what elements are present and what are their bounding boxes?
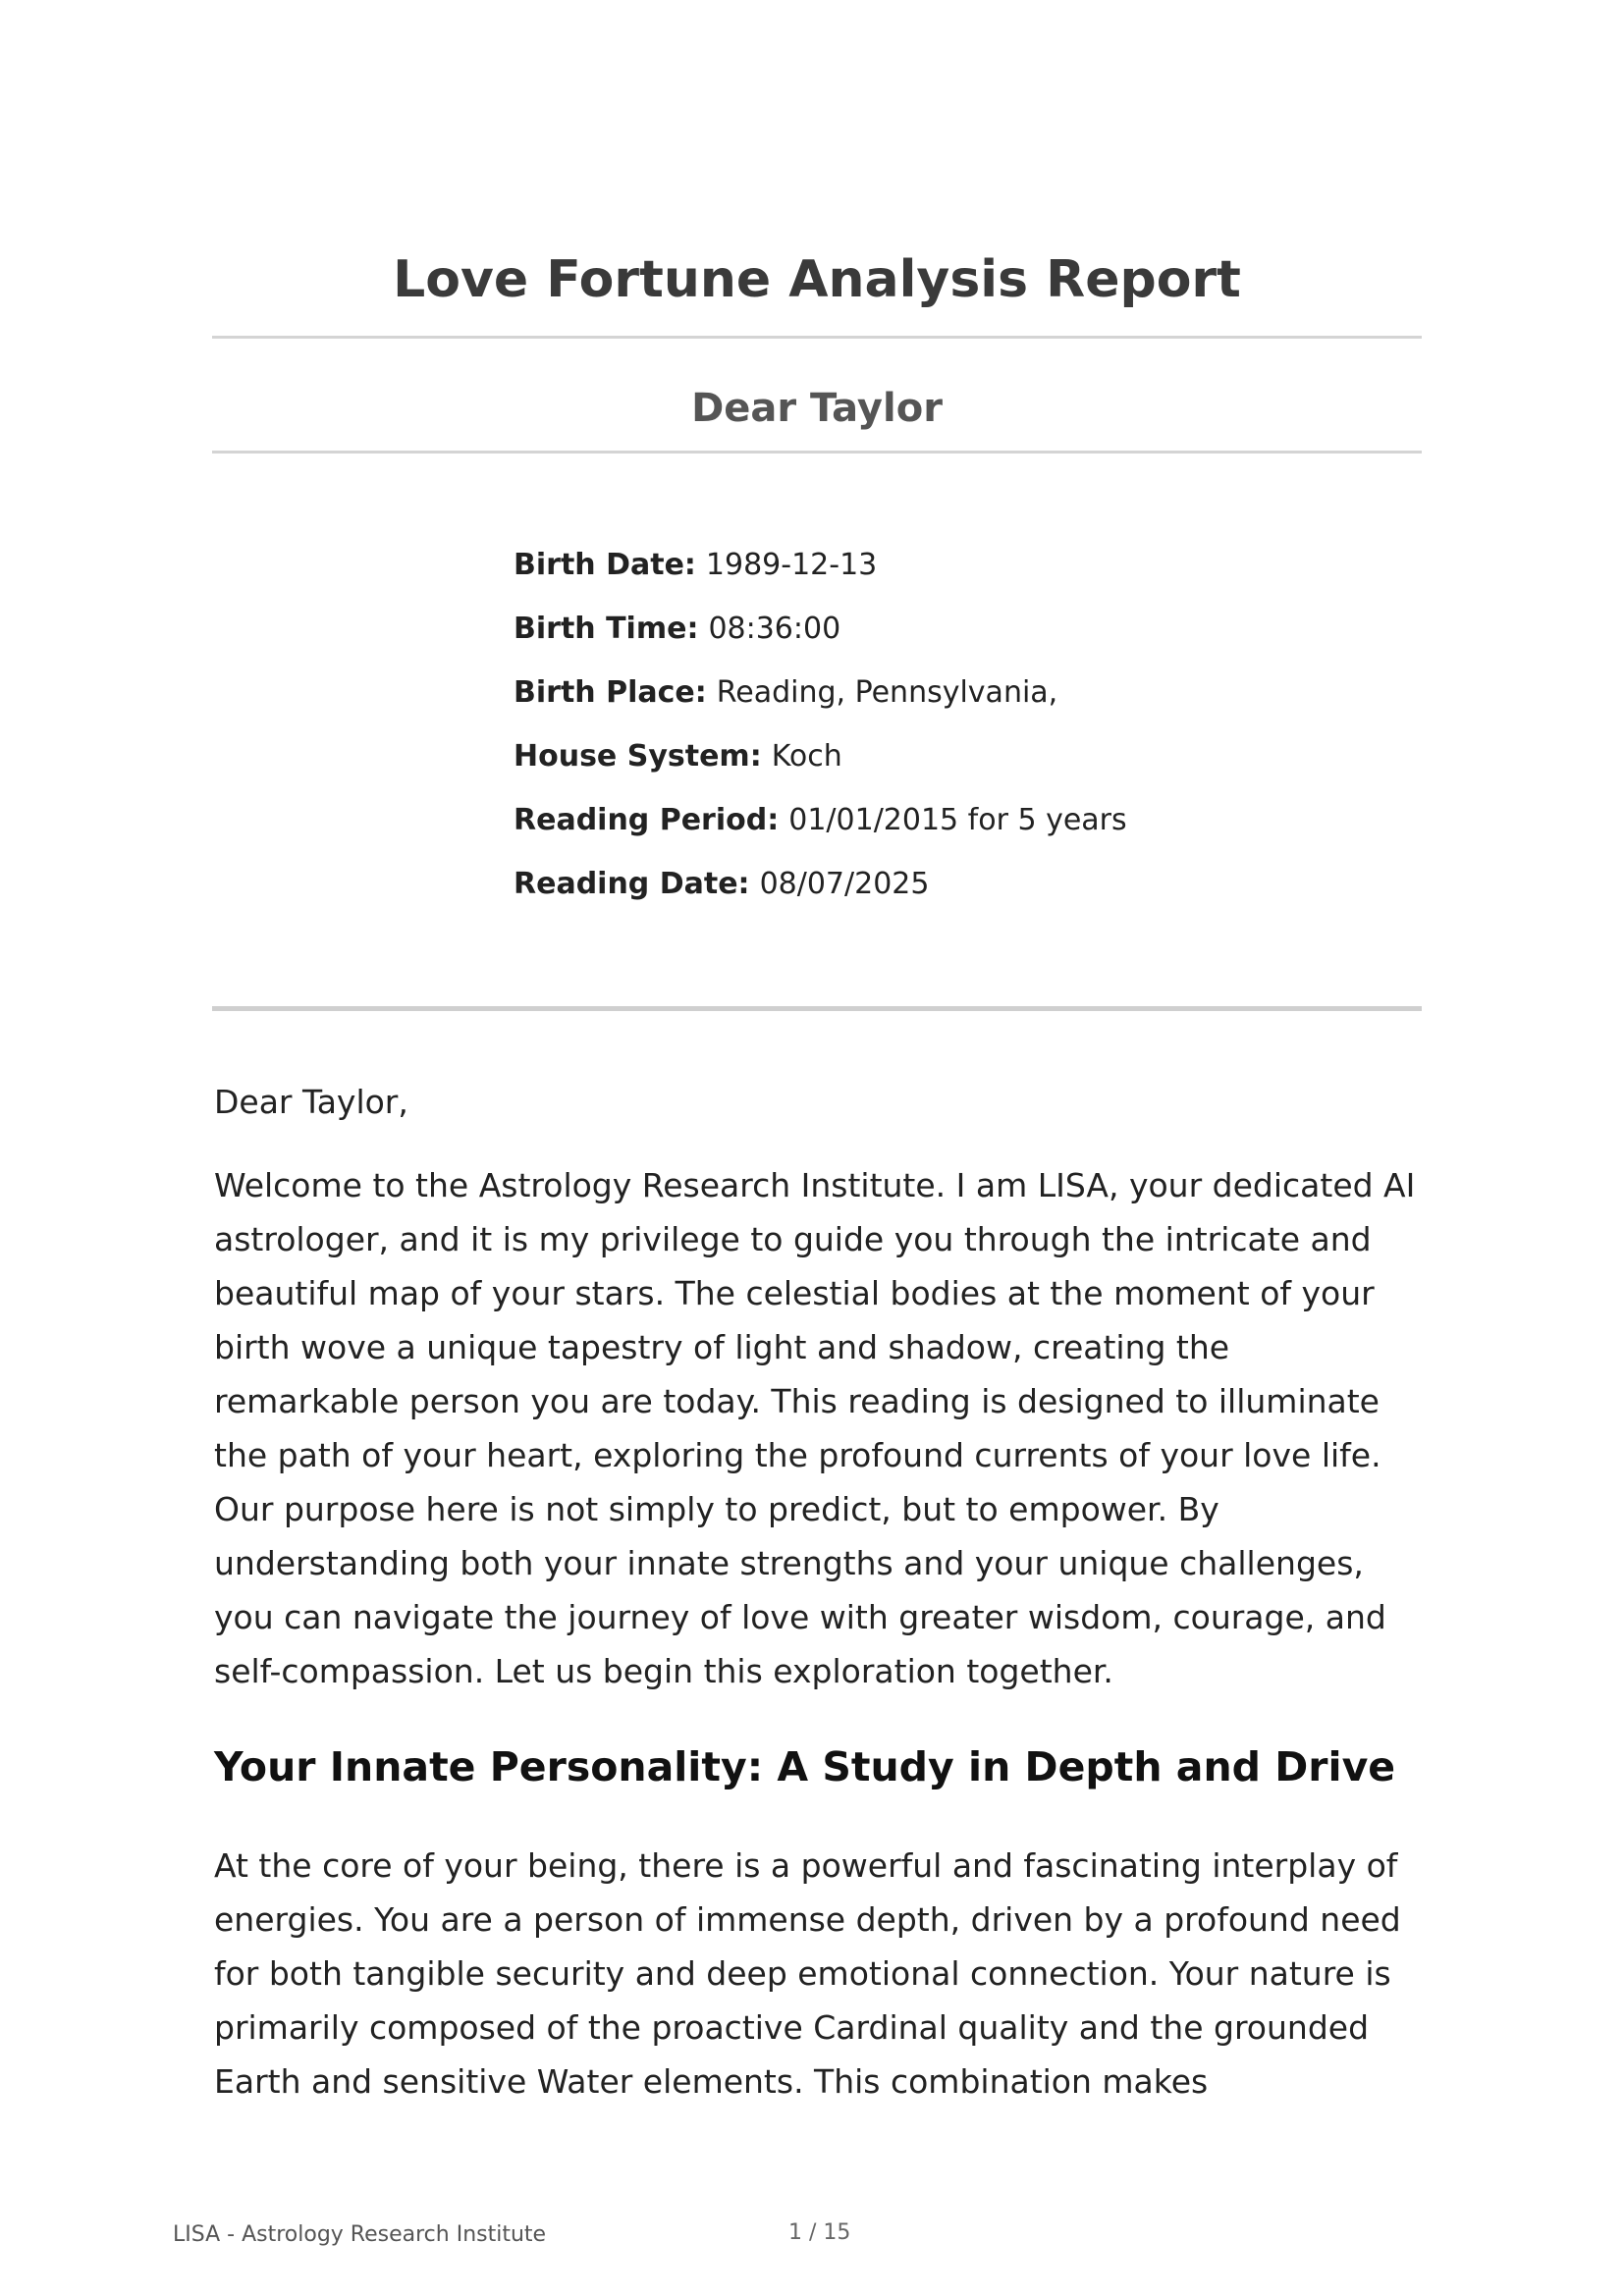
info-row-birth-time: [514, 606, 1127, 669]
report-subtitle: Dear Taylor: [691, 386, 943, 431]
info-value: 1989-12-13: [705, 548, 878, 582]
letter-greeting: Dear Taylor,: [214, 1083, 408, 1121]
info-row-house-system: [514, 733, 1127, 797]
info-label: Birth Time:: [514, 612, 699, 646]
subtitle-divider: [212, 451, 1422, 454]
info-label: Reading Date:: [514, 867, 750, 901]
section-divider: [212, 1006, 1422, 1011]
info-label: Birth Date:: [514, 548, 696, 582]
info-label: House System:: [514, 739, 762, 774]
info-value: Koch: [771, 739, 842, 774]
info-value: 08/07/2025: [759, 867, 930, 901]
info-value: 08:36:00: [708, 612, 841, 646]
info-label: Reading Period:: [514, 803, 780, 837]
info-row-reading-date: [514, 861, 1127, 925]
section-heading: Your Innate Personality: A Study in Depth and Drive: [214, 1743, 1396, 1790]
info-row-reading-period: [514, 797, 1127, 861]
info-row-birth-place: [514, 669, 1127, 733]
info-row-birth-date: [514, 542, 1127, 606]
page-number: 1 / 15: [788, 2220, 851, 2245]
report-title: Love Fortune Analysis Report: [393, 250, 1241, 309]
info-value: Reading, Pennsylvania,: [716, 675, 1058, 710]
birth-info-block: [514, 542, 1127, 925]
title-divider: [212, 336, 1422, 339]
info-value: 01/01/2015 for 5 years: [788, 803, 1127, 837]
footer-institute: LISA - Astrology Research Institute: [173, 2222, 547, 2247]
intro-paragraph: Welcome to the Astrology Research Institute. I am LISA, your dedicated AI astrologer, and it is my privilege to guide you through the intricate and beautiful map of your stars. The celestial bodies at the moment of your birth wove a unique tapestry of light and shadow, creating the remarkable person you are today. This reading is designed to illuminate the path of your heart, exploring the profound currents of your love life. Our purpose here is not simply to predict, but to empower. By understanding both your innate strengths and your unique challenges, you can navigate the journey of love with greater wisdom, courage, and self-compassion. Let us begin this exploration together.: [214, 1166, 1416, 1690]
info-label: Birth Place:: [514, 675, 707, 710]
personality-paragraph: At the core of your being, there is a powerful and fascinating interplay of energies. You are a person of immense depth, driven by a profound need for both tangible security and deep emotional connection. Your nature is primarily composed of the proactive Cardinal quality and the grounded Earth and sensitive Water elements. This combination makes: [214, 1846, 1401, 2101]
